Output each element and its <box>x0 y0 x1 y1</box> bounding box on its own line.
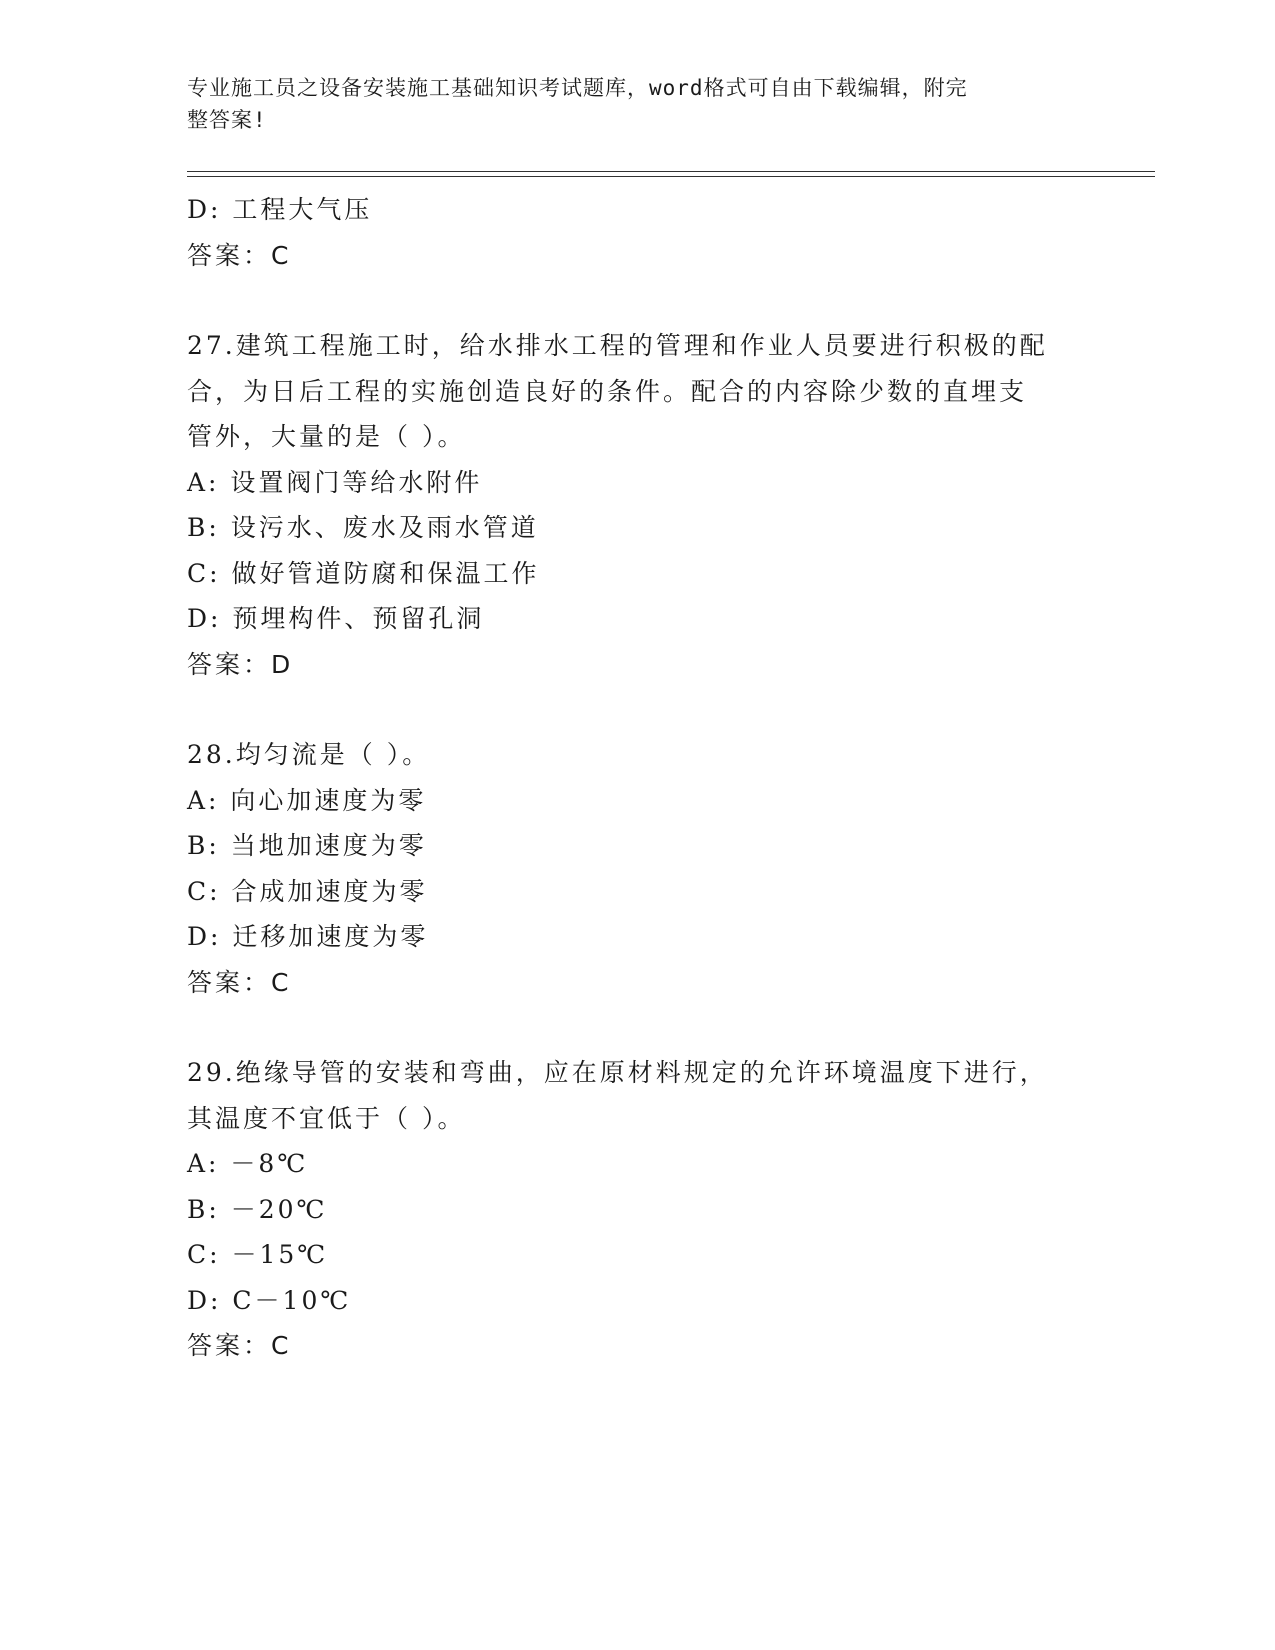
question-stem-line: 管外，大量的是（ ）。 <box>187 422 466 451</box>
option-d: D: 工程大气压 <box>187 195 373 224</box>
question-27 <box>187 323 1087 687</box>
page-header <box>187 72 1067 136</box>
question-28 <box>187 732 1087 1005</box>
question-29 <box>187 1050 1087 1369</box>
option-b: B: 设污水、废水及雨水管道 <box>187 513 539 542</box>
option-b: B: －20℃ <box>187 1194 328 1224</box>
header-divider-bottom <box>187 176 1155 177</box>
question-content <box>187 187 1087 1369</box>
answer: 答案：D <box>187 649 294 679</box>
header-divider-top <box>187 171 1155 172</box>
header-title-line-1: 专业施工员之设备安装施工基础知识考试题库，word格式可自由下载编辑，附完 <box>187 76 968 100</box>
header-title-line-2: 整答案! <box>187 108 267 132</box>
option-a: A: －8℃ <box>187 1149 309 1178</box>
option-a: A: 向心加速度为零 <box>187 785 427 815</box>
question-stem-line: 合，为日后工程的实施创造良好的条件。配合的内容除少数的直埋支 <box>187 376 1028 406</box>
answer: 答案：C <box>187 1331 292 1360</box>
option-c: C: 合成加速度为零 <box>187 876 428 906</box>
option-d: D: 迁移加速度为零 <box>187 922 429 951</box>
option-c: C: 做好管道防腐和保温工作 <box>187 558 540 588</box>
answer: 答案：C <box>187 967 292 997</box>
question-stem-line: 29.绝缘导管的安装和弯曲，应在原材料规定的允许环境温度下进行， <box>187 1058 1048 1087</box>
spacer <box>187 1005 1087 1050</box>
option-d: D: C－10℃ <box>187 1285 352 1315</box>
question-stem-line: 28.均匀流是（ ）。 <box>187 740 431 769</box>
previous-question-tail <box>187 187 1087 278</box>
option-d: D: 预埋构件、预留孔洞 <box>187 604 485 633</box>
question-stem-line: 其温度不宜低于（ ）。 <box>187 1103 466 1133</box>
option-b: B: 当地加速度为零 <box>187 831 427 860</box>
answer: 答案：C <box>187 240 292 270</box>
option-a: A: 设置阀门等给水附件 <box>187 467 483 497</box>
option-c: C: －15℃ <box>187 1240 329 1269</box>
spacer <box>187 687 1087 732</box>
question-stem-line: 27.建筑工程施工时，给水排水工程的管理和作业人员要进行积极的配 <box>187 331 1048 360</box>
spacer <box>187 278 1087 323</box>
